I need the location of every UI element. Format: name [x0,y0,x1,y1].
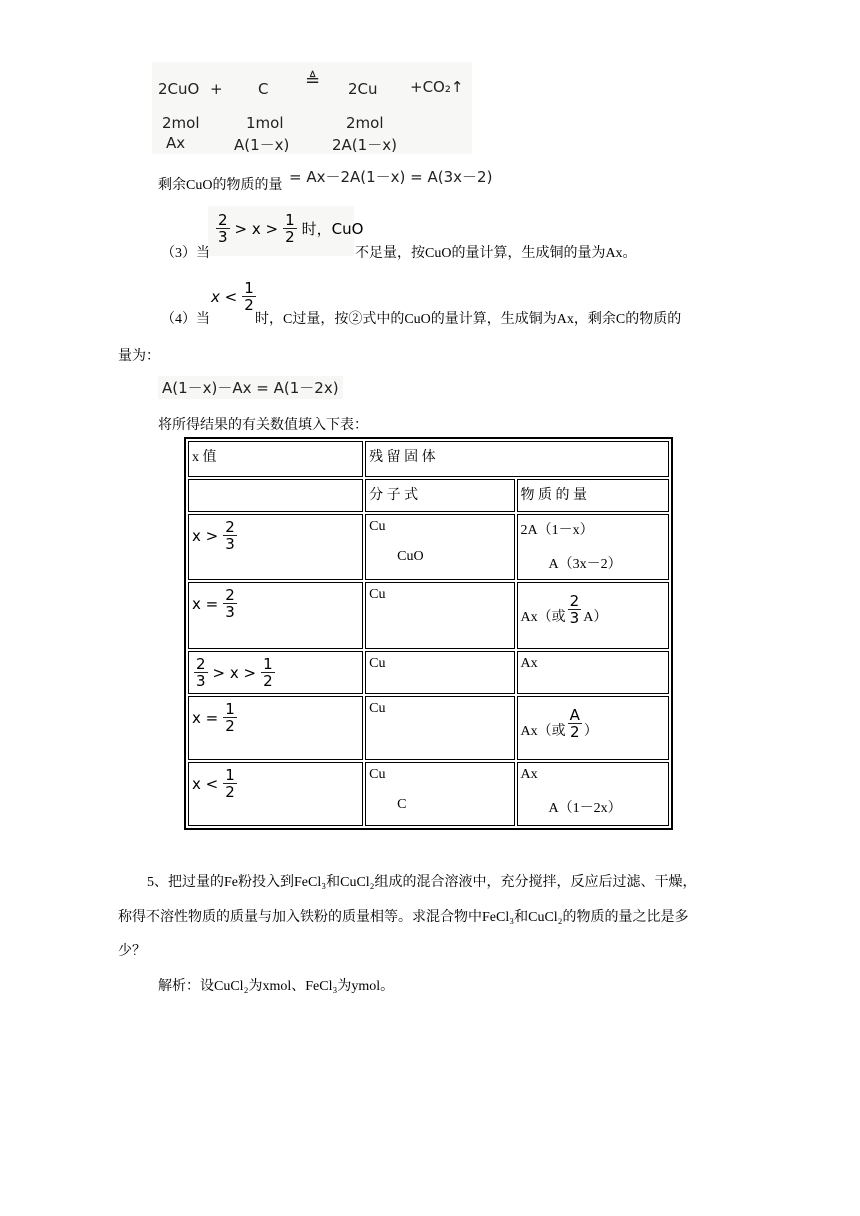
amount-cu: 2A(1－x) [332,136,397,154]
remain-cuo-label: 剩余CuO的物质的量 [158,178,283,193]
case4-expr: A(1－x)－Ax = A(1－2x) [158,376,343,399]
reactant-c: C [258,80,269,98]
case4-condition: x < $\frac{1}{2}$ [211,279,254,314]
table-row [188,582,669,649]
mol-cu: 2mol [346,114,384,132]
case4-text: 时，C过量，按②式中的CuO的量计算，生成铜为Ax，剩余C的物质的 [255,312,682,327]
reactant-cuo: 2CuO [158,80,200,98]
mol-cuo: 2mol [162,114,200,132]
row-condition: x = $\frac{1}{2}$ [188,696,363,760]
row-condition: x > $\frac{2}{3}$ [188,514,363,580]
table-row [188,514,669,580]
remain-cuo-expr: = Ax－2A(1－x) = A(3x－2) [289,168,493,186]
case3-prefix: （3）当 [161,246,210,261]
table-row [188,696,669,760]
row-formula: Cu [365,696,514,760]
row-amount: Ax（或 $\frac{2}{3}$ A） [517,582,669,649]
row-formula: Cu C [365,762,514,826]
problem5-line1: 5、把过量的Fe粉投入到FeCl₃和CuCl₂组成的混合溶液中，充分搅拌，反应后过滤、干燥， [147,875,697,890]
table-row [188,762,669,826]
amount-cuo: Ax [166,134,186,152]
header-amount: 物 质 的 量 [517,479,669,512]
problem5-line2: 称得不溶性物质的质量与加入铁粉的质量相等。求混合物中FeCl₃和CuCl₂的物质的量之比是多 [118,910,689,925]
table-intro: 将所得结果的有关数值填入下表： [158,418,368,433]
case3-text: 不足量，按CuO的量计算，生成铜的量为Ax。 [355,246,637,261]
row-formula: Cu [365,582,514,649]
row-condition: x < $\frac{1}{2}$ [188,762,363,826]
header-blank [188,479,363,512]
case4-prefix: （4）当 [161,312,210,327]
table-row [188,651,669,694]
amount-c: A(1－x) [234,136,290,154]
header-x-value: x 值 [188,441,363,477]
product-cu: 2Cu [348,80,378,98]
results-table [184,437,673,830]
row-amount: 2A（1－x） A（3x－2） [517,514,669,580]
mol-c: 1mol [246,114,284,132]
problem5-analysis: 解析：设CuCl₂为xmol、FeCl₃为ymol。 [158,979,395,994]
case4-text2: 量为： [118,349,160,364]
row-formula: Cu CuO [365,514,514,580]
case3-condition: $\frac{2}{3}$ > x > $\frac{1}{2}$ 时，CuO [208,206,354,256]
plus-sign: + [210,80,223,98]
row-condition: x = $\frac{2}{3}$ [188,582,363,649]
header-residue: 残 留 固 体 [365,441,669,477]
product-co2: +CO₂↑ [410,78,464,96]
row-amount: Ax（或 $\frac{A}{2}$ ） [517,696,669,760]
heat-arrow: ≜ [305,70,321,91]
row-amount: Ax [517,651,669,694]
row-formula: Cu [365,651,514,694]
row-condition: $\frac{2}{3}$ > x > $\frac{1}{2}$ [188,651,363,694]
problem5-line3: 少？ [118,944,146,959]
row-amount: Ax A（1－2x） [517,762,669,826]
header-formula: 分 子 式 [365,479,514,512]
